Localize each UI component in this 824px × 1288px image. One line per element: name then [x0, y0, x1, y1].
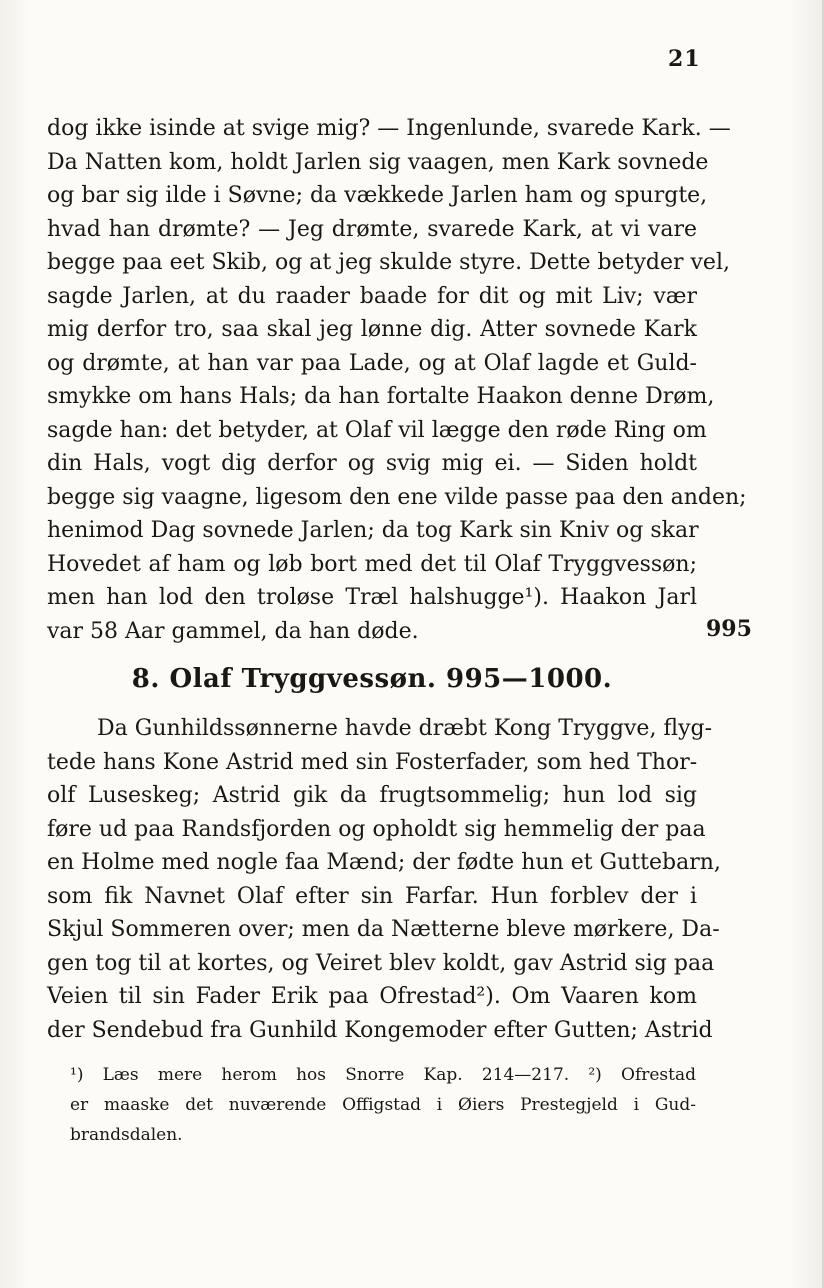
text-line: var 58 Aar gammel, da han døde.: [47, 618, 419, 644]
text-line: føre ud paa Randsfjorden og opholdt sig hemmelig der paa: [47, 816, 706, 842]
text-line: olf Luseskeg; Astrid gik da frugtsommelig; hun lod sig: [47, 783, 697, 808]
text-line: tede hans Kone Astrid med sin Fosterfader, som hed Thor-: [47, 749, 698, 775]
footnote-line: brandsdalen.: [70, 1125, 183, 1145]
footnotes: [70, 1060, 696, 1150]
text-line: henimod Dag sovnede Jarlen; da tog Kark sin Kniv og skar: [47, 518, 699, 543]
margin-year-note: 995: [706, 616, 752, 642]
text-line: og bar sig ilde i Søvne; da vækkede Jarlen ham og spurgte,: [47, 183, 708, 208]
footnote-line: er maaske det nuværende Offigstad i Øiers Prestegjeld i Gud-: [70, 1095, 696, 1115]
text-line: sagde Jarlen, at du raader baade for dit og mit Liv; vær: [47, 283, 697, 309]
text-line: og drømte, at han var paa Lade, og at Olaf lagde et Guld-: [47, 350, 697, 376]
text-line: begge sig vaagne, ligesom den ene vilde passe paa den anden;: [47, 484, 747, 510]
text-line: dog ikke isinde at svige mig? — Ingenlunde, svarede Kark. —: [47, 116, 731, 141]
page-number: 21: [668, 46, 701, 72]
text-line: Skjul Sommeren over; men da Nætterne bleve mørkere, Da-: [47, 917, 720, 942]
text-line: Hovedet af ham og løb bort med det til Olaf Tryggvessøn;: [47, 551, 697, 577]
text-line: en Holme med nogle faa Mænd; der fødte hun et Guttebarn,: [47, 850, 721, 875]
text-line: smykke om hans Hals; da han fortalte Haakon denne Drøm,: [47, 384, 715, 409]
footnote-line: ¹) Læs mere herom hos Snorre Kap. 214—217. ²) Ofrestad: [70, 1065, 696, 1085]
paragraph-2: [47, 712, 721, 1047]
section-heading: 8. Olaf Tryggvessøn. 995—1000.: [131, 664, 613, 694]
text-line: Veien til sin Fader Erik paa Ofrestad²). Om Vaaren kom: [47, 984, 697, 1009]
text-line: Da Gunhildssønnerne havde dræbt Kong Tryggve, flyg-: [97, 716, 713, 741]
text-line: Da Natten kom, holdt Jarlen sig vaagen, men Kark sovnede: [47, 149, 709, 175]
text-line: der Sendebud fra Gunhild Kongemoder efter Gutten; Astrid: [47, 1017, 713, 1043]
text-line: gen tog til at kortes, og Veiret blev koldt, gav Astrid sig paa: [47, 950, 715, 976]
text-line: mig derfor tro, saa skal jeg lønne dig. Atter sovnede Kark: [47, 317, 697, 342]
text-line: sagde han: det betyder, at Olaf vil lægge den røde Ring om: [47, 417, 707, 443]
text-line: hvad han drømte? — Jeg drømte, svarede Kark, at vi vare: [47, 216, 697, 242]
text-line: din Hals, vogt dig derfor og svig mig ei. — Siden holdt: [47, 451, 697, 476]
text-line: begge paa eet Skib, og at jeg skulde styre. Dette betyder vel,: [47, 250, 730, 275]
text-line: som fik Navnet Olaf efter sin Farfar. Hun forblev der i: [47, 883, 697, 909]
text-line: men han lod den troløse Træl halshugge¹). Haakon Jarl: [47, 585, 697, 610]
